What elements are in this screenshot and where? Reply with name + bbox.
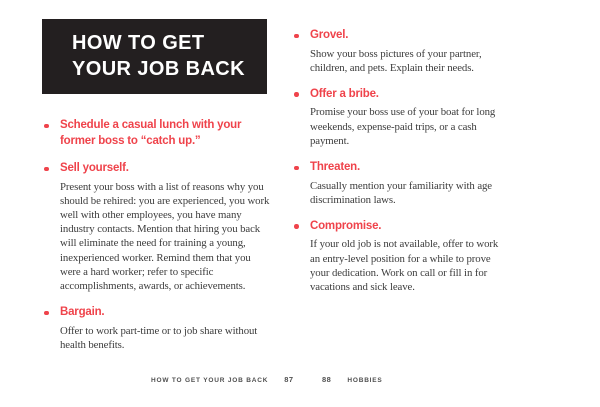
list-item [292, 87, 507, 148]
item-heading: Bargain. [60, 306, 105, 319]
bullet-icon [292, 87, 310, 148]
bullet-icon [42, 118, 60, 149]
page-left [42, 19, 272, 364]
item-heading: Compromise. [310, 219, 382, 232]
bullet-icon [292, 160, 310, 207]
chapter-title-box [42, 19, 267, 94]
list-item [42, 118, 272, 149]
bullet-icon [292, 219, 310, 294]
page-number: 88 [322, 375, 332, 384]
list-item [292, 28, 507, 75]
item-body: Show your boss pictures of your partner, children, and pets. Explain their needs. [310, 47, 482, 74]
page-number: 87 [284, 375, 294, 384]
item-body: Promise your boss use of your boat for long weekends, expense-paid trips, or a cash payment. [310, 106, 496, 147]
item-body: Casually mention your familiarity with age discrimination laws. [310, 179, 493, 206]
item-heading: Threaten. [310, 161, 360, 174]
bullet-icon [42, 161, 60, 293]
chapter-title-line-2: YOUR JOB BACK [72, 58, 245, 80]
bullet-icon [42, 305, 60, 352]
page-right [292, 28, 507, 306]
list-item [292, 219, 507, 294]
list-item [292, 160, 507, 207]
item-heading: Sell yourself. [60, 162, 129, 174]
running-footer-right [322, 375, 383, 384]
bullet-icon [292, 28, 310, 75]
running-footer-left [151, 375, 294, 384]
chapter-title-line-1: HOW TO GET [72, 32, 205, 54]
list-item [42, 161, 272, 293]
item-body: If your old job is not available, offer to work an entry-level position for a while to prove your dedication. Work on call or fill in for vacations and sick leave. [310, 238, 499, 294]
running-head: HOW TO GET YOUR JOB BACK [151, 377, 269, 384]
item-body: Present your boss with a list of reasons why you should be rehired: you are experienced, you work well with other employees, you have many industry contacts. Mention that hiring you back will eliminate the need for training a young, inexperienced worker. Remind them that you were a hard worker; refer to specific accomplishments, awards, or achievements. [60, 180, 270, 292]
item-heading: Offer a bribe. [310, 87, 379, 100]
item-heading: Schedule a casual lunch with your former boss to “catch up.” [60, 119, 242, 147]
list-item [42, 305, 272, 352]
running-head: HOBBIES [347, 377, 383, 384]
item-body: Offer to work part-time or to job share without health benefits. [60, 324, 258, 351]
item-heading: Grovel. [310, 29, 349, 41]
